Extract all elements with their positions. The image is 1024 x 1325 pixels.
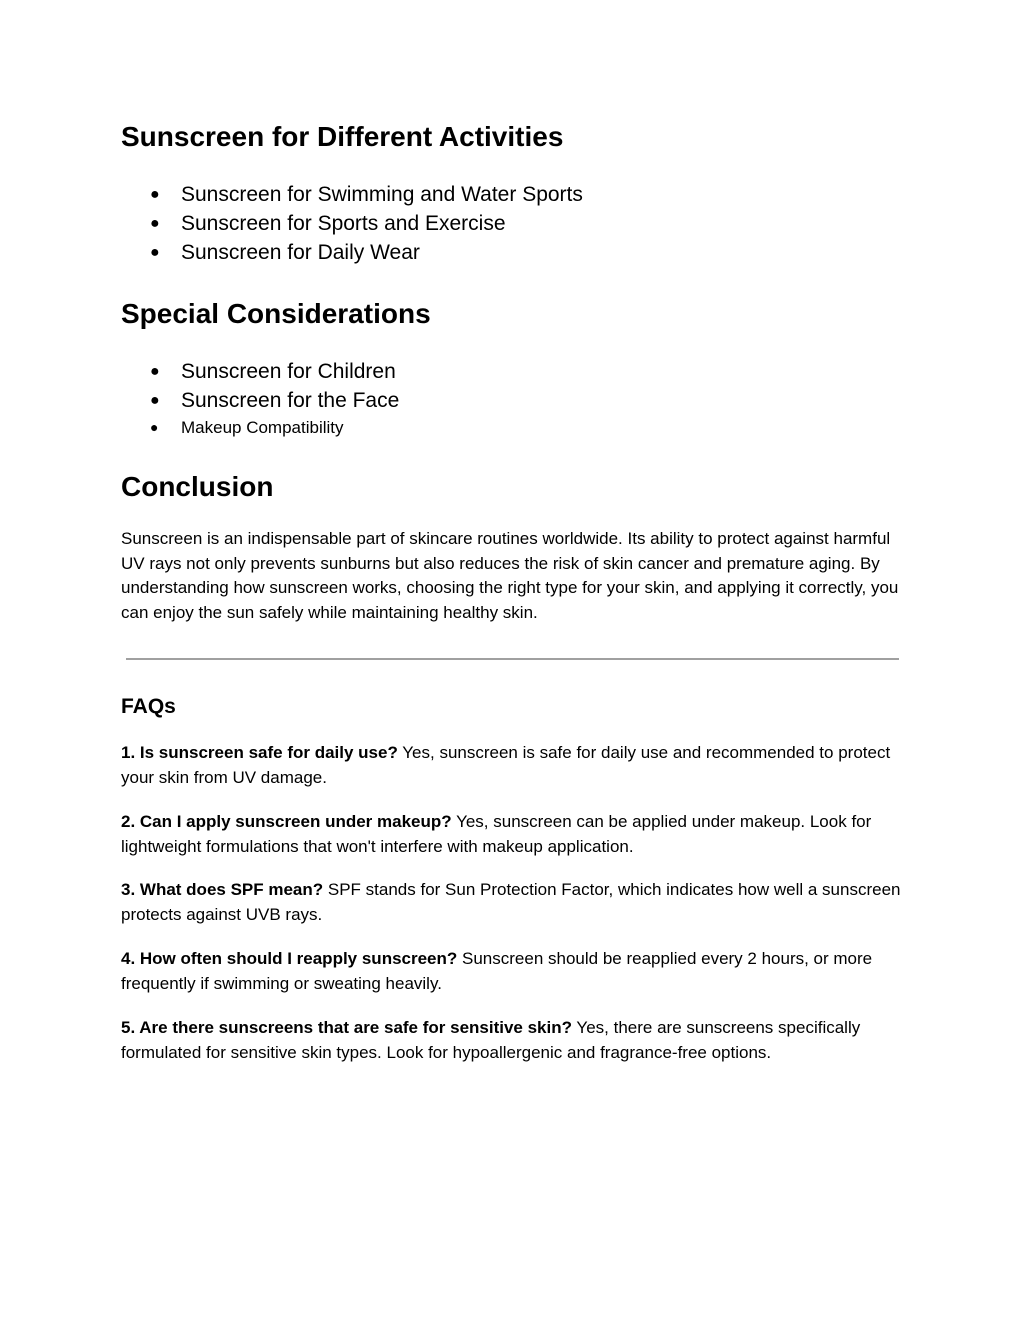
faq-item xyxy=(121,810,901,859)
faq-question: 4. How often should I reapply sunscreen? xyxy=(121,949,458,968)
faq-item xyxy=(121,741,901,790)
list-item: ● Makeup Compatibility xyxy=(121,415,399,440)
list-item: ● Sunscreen for Daily Wear xyxy=(121,238,583,267)
faq-answer: SPF stands for Sun Protection Factor, which indicates how well a sunscreen protects against UVB rays. xyxy=(121,880,901,924)
faq-answer: Yes, sunscreen is safe for daily use and recommended to protect your skin from UV damage. xyxy=(121,743,891,787)
conclusion-paragraph: Sunscreen is an indispensable part of skincare routines worldwide. Its ability to protect against harmful UV rays not only prevents sunburns but also reduces the risk of skin cancer and premature aging. By understanding how sunscreen works, choosing the right type for your skin, and applying it correctly, you can enjoy the sun safely while maintaining healthy skin. xyxy=(121,529,899,622)
faq-item xyxy=(121,947,901,996)
faq-question: 2. Can I apply sunscreen under makeup? xyxy=(121,812,452,831)
list-item: ● Sunscreen for the Face xyxy=(121,386,399,415)
faq-question: 5. Are there sunscreens that are safe for sensitive skin? xyxy=(121,1018,573,1037)
list-item: ● Sunscreen for Children xyxy=(121,357,399,386)
faq-heading: FAQs xyxy=(121,695,176,718)
faq-question: 3. What does SPF mean? xyxy=(121,880,324,899)
faq-answer: Yes, sunscreen can be applied under makeup. Look for lightweight formulations that won't interfere with makeup application. xyxy=(121,812,872,856)
horizontal-divider xyxy=(126,658,899,660)
faq-item xyxy=(121,878,901,927)
bullet-icon: ● xyxy=(150,186,160,203)
faq-item xyxy=(121,1016,901,1065)
bullet-icon: ● xyxy=(150,215,160,232)
section-heading-special-considerations: Special Considerations xyxy=(121,298,431,329)
section-heading-activities: Sunscreen for Different Activities xyxy=(121,121,564,152)
special-considerations-list xyxy=(121,357,399,440)
faq-answer: Sunscreen should be reapplied every 2 hours, or more frequently if swimming or sweating heavily. xyxy=(121,949,873,993)
bullet-icon: ● xyxy=(150,363,160,380)
bullet-icon: ● xyxy=(150,419,159,435)
faq-question: 1. Is sunscreen safe for daily use? xyxy=(121,743,398,762)
list-item: ● Sunscreen for Swimming and Water Sports xyxy=(121,180,583,209)
faq-answer: Yes, there are sunscreens specifically formulated for sensitive skin types. Look for hypoallergenic and fragrance-free options. xyxy=(121,1018,861,1062)
list-item: ● Sunscreen for Sports and Exercise xyxy=(121,209,583,238)
bullet-icon: ● xyxy=(150,392,160,409)
activities-list xyxy=(121,180,583,267)
bullet-icon: ● xyxy=(150,244,160,261)
section-heading-conclusion: Conclusion xyxy=(121,471,274,502)
